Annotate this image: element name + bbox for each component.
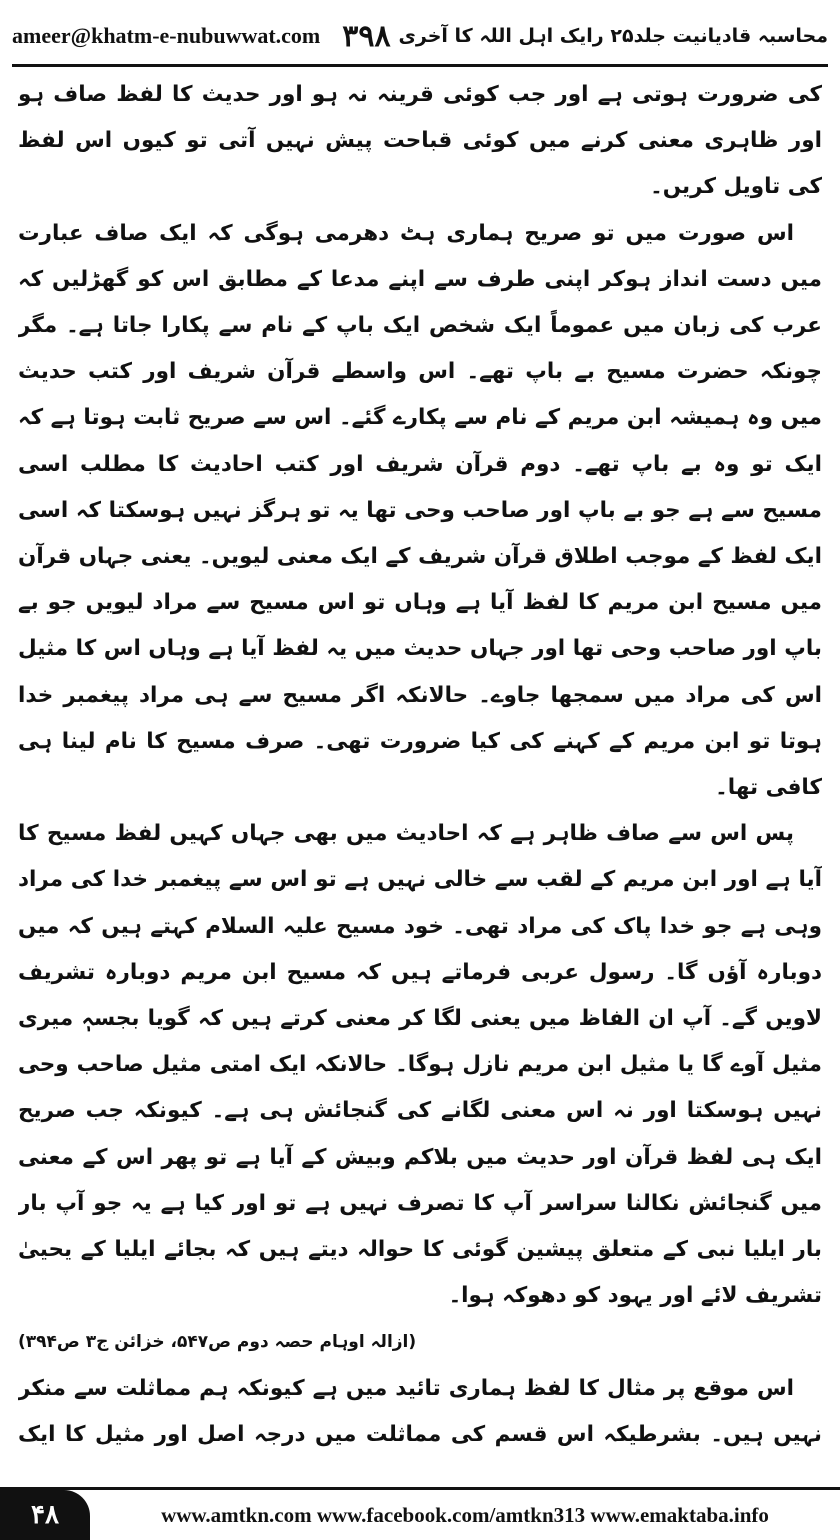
paragraph-1: کی ضرورت ہوتی ہے اور جب کوئی قرینہ نہ ہو اور حدیث کا لفظ صاف ہو اور ظاہری معنی کرنے میں کوئی قباحت پیش نہیں آتی تو کیوں اس لفظ کی تاویل کریں۔ — [18, 82, 822, 200]
header-book-title: محاسبہ قادیانیت جلد۲۵ رایک اہل اللہ کا آخری — [398, 25, 828, 47]
citation: (ازالہ اوہام حصہ دوم ص۵۴۷، خزائن ج۳ ص۳۹۴) — [18, 1332, 417, 1353]
header-email: ameer@khatm-e-nubuwwat.com — [12, 23, 321, 48]
page-header — [12, 8, 828, 67]
paragraph-2: اس صورت میں تو صریح ہماری ہٹ دھرمی ہوگی کہ ایک صاف عبارت میں دست انداز ہوکر اپنی طرف سے اپنے مدعا کے مطابق اس کو گھڑلیں کہ عرب کی زبان میں عموماً ایک شخص ایک باپ کے نام سے پکارا جاتا ہے۔ مگر چونکہ حضرت مسیح بے باپ تھے۔ اس واسطے قرآن شریف اور کتب حدیث میں وہ ہمیشہ ابن مریم کے نام سے پکارے گئے۔ اس سے صریح ثابت ہوتا ہے کہ ایک تو وہ بے باپ تھے۔ دوم قرآن شریف اور کتب احادیث کا مطلب اسی مسیح سے ہے جو بے باپ اور صاحب وحی تھا یہ تو ہرگز نہیں ہوسکتا کہ اسی ایک لفظ کے موجب اطلاق قرآن شریف کے ایک معنی لیویں۔ یعنی جہاں قرآن میں مسیح ابن مریم کا لفظ آیا ہے وہاں تو اس مسیح سے مراد لیویں جو بے باپ اور صاحب وحی تھا اور جہاں حدیث میں یہ لفظ آیا ہے وہاں اس کا مثیل اس کی مراد میں سمجھا جاوے۔ حالانکہ اگر مسیح سے ہی مراد پیغمبر خدا ہوتا تو ابن مریم کے کہنے کی کیا ضرورت تھی۔ صرف مسیح کا نام لینا ہی کافی تھا۔ — [18, 220, 822, 801]
paragraph-3: پس اس سے صاف ظاہر ہے کہ احادیث میں بھی جہاں کہیں لفظ مسیح کا آیا ہے اور ابن مریم کے لقب سے خالی نہیں ہے تو اس سے پیغمبر خدا کی مراد وہی ہے جو خدا پاک کی مراد تھی۔ خود مسیح علیہ السلام کہتے ہیں کہ میں دوبارہ آؤں گا۔ رسول عربی فرماتے ہیں کہ مسیح ابن مریم دوبارہ تشریف لاویں گے۔ آپ ان الفاظ میں یعنی لگا کر معنی کرتے ہیں کہ گویا بجسہٖ میری مثیل آوے گا یا مثیل ابن مریم نازل ہوگا۔ حالانکہ ایک امتی مثیل صاحب وحی نہیں ہوسکتا اور نہ اس معنی لگانے کی گنجائش ہی ہے۔ کیونکہ جب صریح ایک ہی لفظ قرآن اور حدیث میں بلاکم وبیش کے آیا ہے تو پھر اس کے معنی میں گنجائش نکالنا سراسر آپ کا تصرف نہیں ہے تو اور کیا ہے یہ جو آپ بار بار ایلیا نبی کے متعلق پیشین گوئی کا حوالہ دیتے ہیں کہ بجائے ایلیا کے یحییٰ تشریف لائے اور یہود کو دھوکہ ہوا۔ — [18, 821, 822, 1309]
footer-links: www.amtkn.com www.facebook.com/amtkn313 www.emaktaba.info — [161, 1502, 769, 1527]
header-left — [12, 19, 391, 54]
page-body — [18, 72, 822, 1462]
page-footer — [0, 1487, 840, 1540]
paragraph-4: اس موقع پر مثال کا لفظ ہماری تائید میں ہے کیونکہ ہم مماثلت سے منکر نہیں ہیں۔ بشرطیکہ اس قسم کی مماثلت میں درجہ اصل اور مثیل کا ایک — [18, 1375, 822, 1447]
footer-page-number: ۴۸ — [0, 1490, 90, 1540]
header-page-number: ۳۹۸ — [342, 18, 391, 54]
